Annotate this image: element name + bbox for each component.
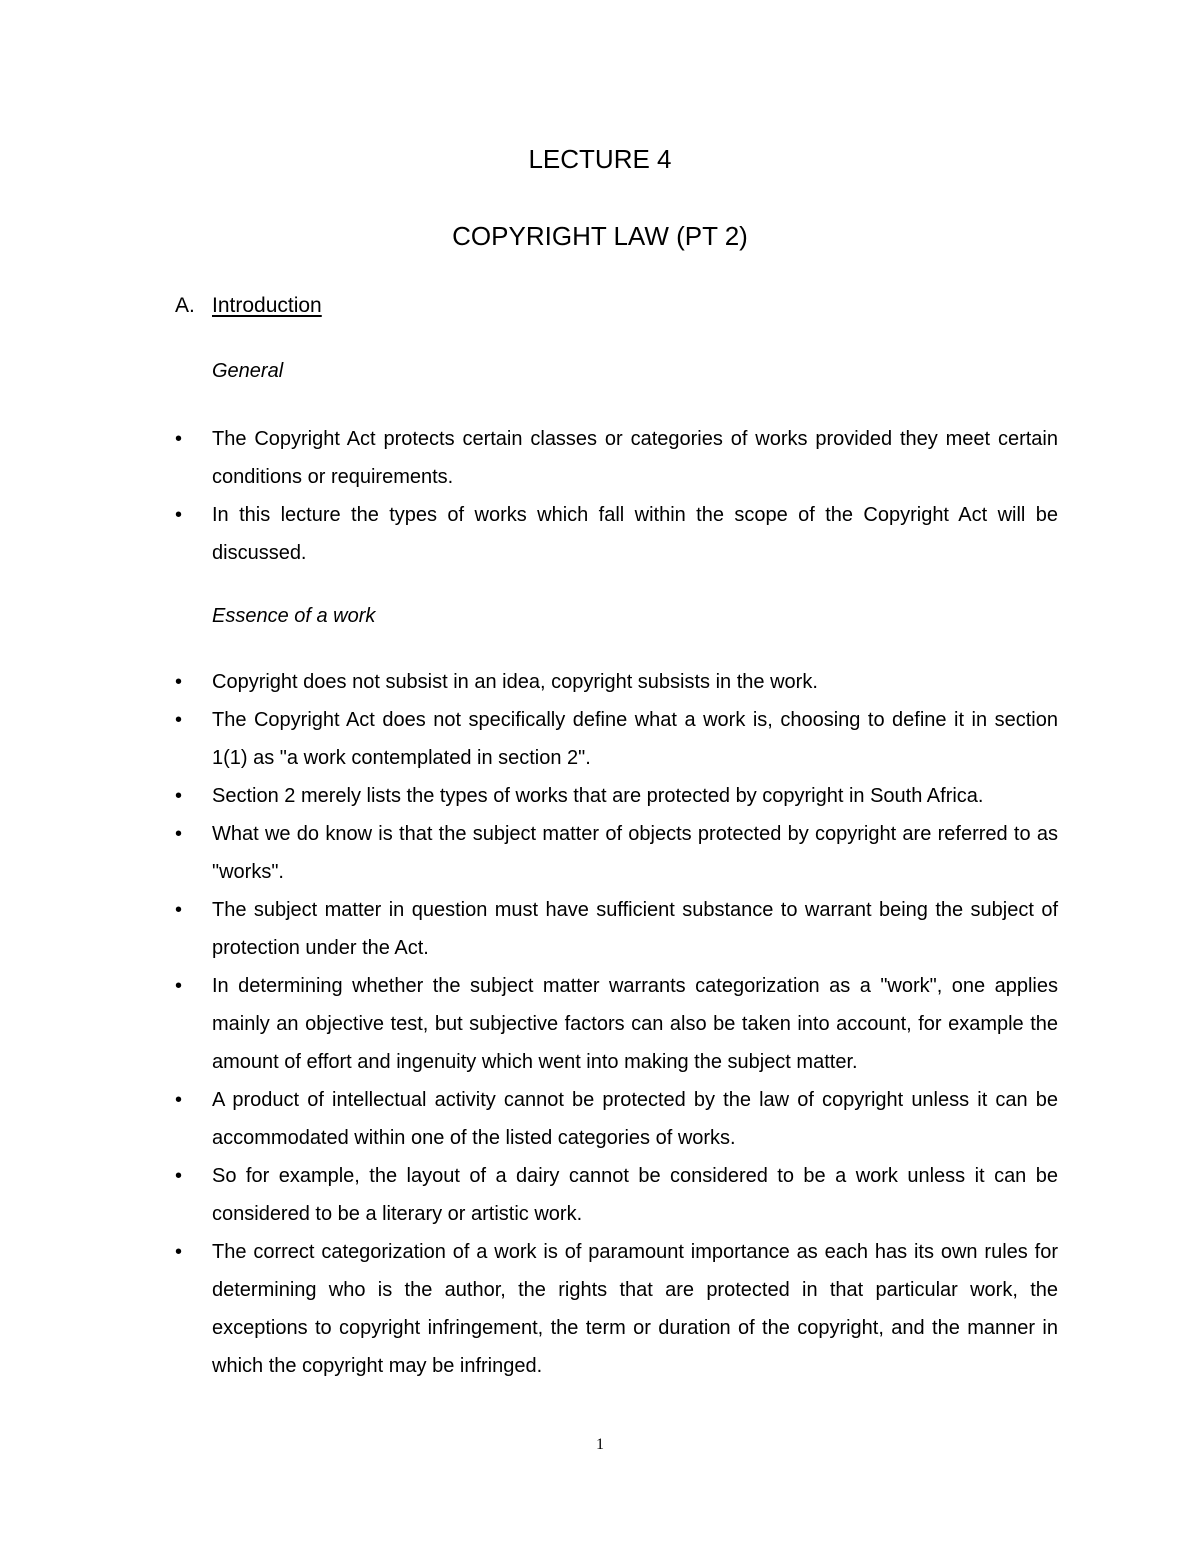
- page-number: 1: [596, 1436, 604, 1453]
- list-item: • A product of intellectual activity cannot be protected by the law of copyright unless it can be accommodated within one of the listed categories of works.: [212, 1081, 1058, 1157]
- list-item: • Copyright does not subsist in an idea, copyright subsists in the work.: [212, 663, 1058, 701]
- list-item: • Section 2 merely lists the types of works that are protected by copyright in South Africa.: [212, 777, 1058, 815]
- bullet-list-essence: [212, 663, 1058, 1385]
- subheading-general: General: [212, 360, 284, 382]
- list-item: • The subject matter in question must have sufficient substance to warrant being the subject of protection under the Act.: [212, 891, 1058, 967]
- section-letter: A.: [175, 294, 195, 317]
- lecture-title: LECTURE 4: [528, 144, 672, 174]
- lecture-subtitle: COPYRIGHT LAW (PT 2): [452, 221, 748, 251]
- subheading-essence-of-a-work: Essence of a work: [212, 605, 376, 627]
- list-item: • In this lecture the types of works which fall within the scope of the Copyright Act will be discussed.: [212, 496, 1058, 572]
- list-item: • The Copyright Act does not specifically define what a work is, choosing to define it in section 1(1) as "a work contemplated in section 2".: [212, 701, 1058, 777]
- list-item: • In determining whether the subject matter warrants categorization as a "work", one applies mainly an objective test, but subjective factors can also be taken into account, for example the amount of effort and ingenuity which went into making the subject matter.: [212, 967, 1058, 1081]
- list-item: • So for example, the layout of a dairy cannot be considered to be a work unless it can be considered to be a literary or artistic work.: [212, 1157, 1058, 1233]
- list-item: • The correct categorization of a work is of paramount importance as each has its own rules for determining who is the author, the rights that are protected in that particular work, the exceptions to copyright infringement, the term or duration of the copyright, and the manner in which the copyright may be infringed.: [212, 1233, 1058, 1385]
- bullet-list-general: [212, 420, 1058, 572]
- list-item: • What we do know is that the subject matter of objects protected by copyright are referred to as "works".: [212, 815, 1058, 891]
- section-label: Introduction: [212, 294, 322, 317]
- list-item: • The Copyright Act protects certain classes or categories of works provided they meet certain conditions or requirements.: [212, 420, 1058, 496]
- section-heading-introduction: [175, 292, 322, 320]
